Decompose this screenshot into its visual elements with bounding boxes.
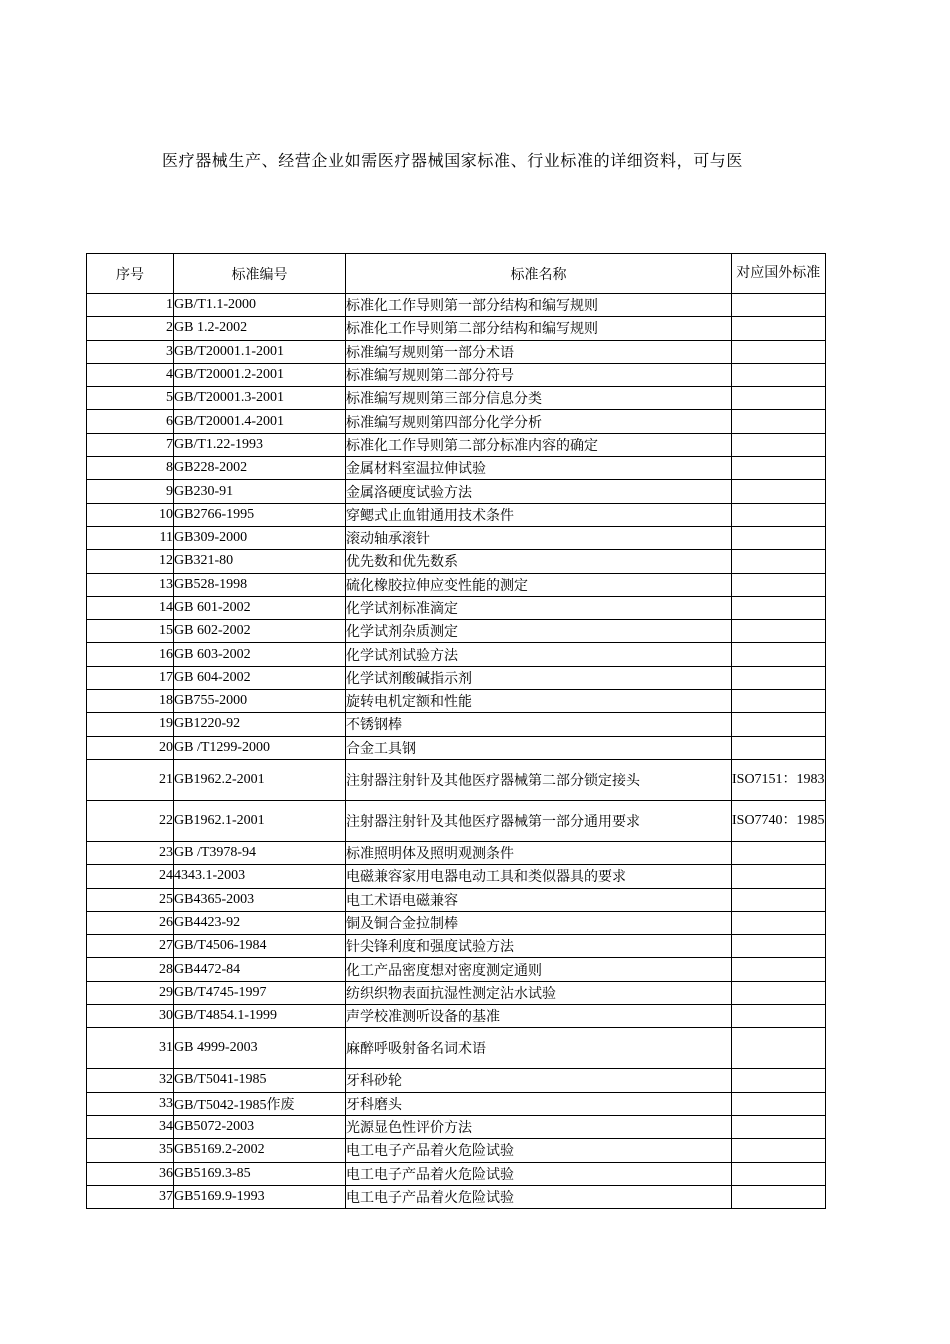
row-index: 17	[87, 666, 174, 689]
row-foreign: ISO7151：1983	[732, 759, 826, 800]
row-name: 化学试剂标准滴定	[346, 596, 732, 619]
row-foreign	[732, 1115, 826, 1138]
row-foreign	[732, 387, 826, 410]
row-foreign	[732, 363, 826, 386]
table-row	[87, 340, 826, 363]
row-foreign	[732, 503, 826, 526]
row-index: 13	[87, 573, 174, 596]
row-code: GB5169.9-1993	[174, 1185, 346, 1208]
row-foreign	[732, 690, 826, 713]
row-index: 6	[87, 410, 174, 433]
row-name: 滚动轴承滚针	[346, 526, 732, 549]
row-index: 19	[87, 713, 174, 736]
table-body	[87, 294, 826, 1209]
row-name: 铜及铜合金拉制棒	[346, 911, 732, 934]
table-row	[87, 736, 826, 759]
row-name: 金属材料室温拉伸试验	[346, 457, 732, 480]
row-foreign: ISO7740：1985	[732, 800, 826, 841]
row-name: 电工电子产品着火危险试验	[346, 1185, 732, 1208]
row-code: GB/T4506-1984	[174, 935, 346, 958]
row-index: 37	[87, 1185, 174, 1208]
row-foreign	[732, 410, 826, 433]
row-code: GB 4999-2003	[174, 1028, 346, 1069]
table-row	[87, 363, 826, 386]
row-name: 标准编写规则第四部分化学分析	[346, 410, 732, 433]
row-foreign	[732, 1028, 826, 1069]
row-code: GB/T5041-1985	[174, 1069, 346, 1092]
table-header-row	[87, 254, 826, 294]
row-index: 29	[87, 981, 174, 1004]
table-row	[87, 958, 826, 981]
row-name: 麻醉呼吸射备名词术语	[346, 1028, 732, 1069]
row-name: 声学校准测听设备的基准	[346, 1005, 732, 1028]
row-name: 标准编写规则第一部分术语	[346, 340, 732, 363]
table-row	[87, 1069, 826, 1092]
table-row	[87, 294, 826, 317]
row-code: GB4423-92	[174, 911, 346, 934]
row-code: GB755-2000	[174, 690, 346, 713]
row-index: 34	[87, 1115, 174, 1138]
row-foreign	[732, 888, 826, 911]
row-index: 7	[87, 433, 174, 456]
table-row	[87, 1092, 826, 1115]
row-foreign	[732, 865, 826, 888]
row-index: 25	[87, 888, 174, 911]
row-foreign	[732, 935, 826, 958]
row-code: GB/T20001.2-2001	[174, 363, 346, 386]
table-row	[87, 713, 826, 736]
row-code: GB /T3978-94	[174, 841, 346, 864]
table-row	[87, 666, 826, 689]
row-code: GB528-1998	[174, 573, 346, 596]
row-index: 14	[87, 596, 174, 619]
table-row	[87, 935, 826, 958]
row-foreign	[732, 958, 826, 981]
row-index: 31	[87, 1028, 174, 1069]
row-name: 化工产品密度想对密度测定通则	[346, 958, 732, 981]
row-name: 牙科砂轮	[346, 1069, 732, 1092]
row-index: 3	[87, 340, 174, 363]
row-foreign	[732, 457, 826, 480]
row-foreign	[732, 911, 826, 934]
table-row	[87, 387, 826, 410]
row-code: GB/T4745-1997	[174, 981, 346, 1004]
row-index: 23	[87, 841, 174, 864]
row-name: 合金工具钢	[346, 736, 732, 759]
row-index: 27	[87, 935, 174, 958]
row-index: 10	[87, 503, 174, 526]
row-index: 26	[87, 911, 174, 934]
row-name: 标准编写规则第二部分符号	[346, 363, 732, 386]
row-foreign	[732, 1092, 826, 1115]
row-name: 优先数和优先数系	[346, 550, 732, 573]
row-foreign	[732, 573, 826, 596]
row-foreign	[732, 841, 826, 864]
row-index: 2	[87, 317, 174, 340]
row-code: GB /T1299-2000	[174, 736, 346, 759]
row-index: 28	[87, 958, 174, 981]
table-row	[87, 1115, 826, 1138]
row-code: GB/T4854.1-1999	[174, 1005, 346, 1028]
row-name: 电工电子产品着火危险试验	[346, 1139, 732, 1162]
table-row	[87, 800, 826, 841]
table-row	[87, 526, 826, 549]
row-name: 标准化工作导则第二部分结构和编写规则	[346, 317, 732, 340]
row-name: 注射器注射针及其他医疗器械第一部分通用要求	[346, 800, 732, 841]
row-foreign	[732, 550, 826, 573]
row-code: GB/T20001.1-2001	[174, 340, 346, 363]
table-row	[87, 1162, 826, 1185]
row-index: 4	[87, 363, 174, 386]
table-row	[87, 620, 826, 643]
row-index: 36	[87, 1162, 174, 1185]
row-name: 金属洛硬度试验方法	[346, 480, 732, 503]
row-name: 硫化橡胶拉伸应变性能的测定	[346, 573, 732, 596]
row-code: GB1962.2-2001	[174, 759, 346, 800]
row-code: GB/T5042-1985作废	[174, 1092, 346, 1115]
row-index: 30	[87, 1005, 174, 1028]
table-row	[87, 433, 826, 456]
row-foreign	[732, 294, 826, 317]
table-row	[87, 841, 826, 864]
table-row	[87, 911, 826, 934]
row-foreign	[732, 1005, 826, 1028]
row-code: GB/T1.22-1993	[174, 433, 346, 456]
row-foreign	[732, 526, 826, 549]
row-index: 22	[87, 800, 174, 841]
row-name: 电工电子产品着火危险试验	[346, 1162, 732, 1185]
row-name: 旋转电机定额和性能	[346, 690, 732, 713]
row-name: 标准照明体及照明观测条件	[346, 841, 732, 864]
row-foreign	[732, 1069, 826, 1092]
row-foreign	[732, 433, 826, 456]
row-index: 24	[87, 865, 174, 888]
row-foreign	[732, 480, 826, 503]
table-row	[87, 410, 826, 433]
row-foreign	[732, 317, 826, 340]
table-row	[87, 317, 826, 340]
table-row	[87, 643, 826, 666]
row-name: 纺织织物表面抗湿性测定沾水试验	[346, 981, 732, 1004]
row-foreign	[732, 1162, 826, 1185]
row-code: 4343.1-2003	[174, 865, 346, 888]
row-index: 32	[87, 1069, 174, 1092]
row-name: 针尖锋利度和强度试验方法	[346, 935, 732, 958]
row-foreign	[732, 340, 826, 363]
row-name: 电磁兼容家用电器电动工具和类似器具的要求	[346, 865, 732, 888]
row-code: GB5169.2-2002	[174, 1139, 346, 1162]
row-index: 1	[87, 294, 174, 317]
row-code: GB/T1.1-2000	[174, 294, 346, 317]
row-index: 35	[87, 1139, 174, 1162]
table-row	[87, 596, 826, 619]
intro-text: 医疗器械生产、经营企业如需医疗器械国家标准、行业标准的详细资料，可与医	[162, 153, 744, 170]
row-code: GB4365-2003	[174, 888, 346, 911]
row-index: 11	[87, 526, 174, 549]
row-foreign	[732, 1139, 826, 1162]
table-row	[87, 550, 826, 573]
table-row	[87, 457, 826, 480]
row-foreign	[732, 981, 826, 1004]
row-index: 8	[87, 457, 174, 480]
row-foreign	[732, 1185, 826, 1208]
table-row	[87, 759, 826, 800]
row-name: 光源显色性评价方法	[346, 1115, 732, 1138]
row-code: GB/T20001.4-2001	[174, 410, 346, 433]
table-row	[87, 1005, 826, 1028]
row-index: 21	[87, 759, 174, 800]
header-name: 标准名称	[346, 254, 732, 294]
row-foreign	[732, 620, 826, 643]
header-index: 序号	[87, 254, 174, 294]
row-name: 穿鳃式止血钳通用技术条件	[346, 503, 732, 526]
row-code: GB 1.2-2002	[174, 317, 346, 340]
table-row	[87, 503, 826, 526]
row-foreign	[732, 643, 826, 666]
row-code: GB 601-2002	[174, 596, 346, 619]
table-row	[87, 480, 826, 503]
row-index: 33	[87, 1092, 174, 1115]
row-code: GB1962.1-2001	[174, 800, 346, 841]
row-code: GB1220-92	[174, 713, 346, 736]
standards-table	[86, 253, 826, 1209]
row-name: 不锈钢棒	[346, 713, 732, 736]
row-name: 电工术语电磁兼容	[346, 888, 732, 911]
row-code: GB321-80	[174, 550, 346, 573]
row-index: 12	[87, 550, 174, 573]
row-code: GB230-91	[174, 480, 346, 503]
header-code: 标准编号	[174, 254, 346, 294]
row-index: 15	[87, 620, 174, 643]
row-index: 20	[87, 736, 174, 759]
table-row	[87, 690, 826, 713]
row-code: GB 602-2002	[174, 620, 346, 643]
table-row	[87, 573, 826, 596]
table-row	[87, 1028, 826, 1069]
row-name: 注射器注射针及其他医疗器械第二部分锁定接头	[346, 759, 732, 800]
row-foreign	[732, 596, 826, 619]
row-name: 标准化工作导则第二部分标准内容的确定	[346, 433, 732, 456]
table-row	[87, 1139, 826, 1162]
row-code: GB/T20001.3-2001	[174, 387, 346, 410]
row-name: 牙科磨头	[346, 1092, 732, 1115]
row-foreign	[732, 736, 826, 759]
row-index: 18	[87, 690, 174, 713]
row-name: 化学试剂杂质测定	[346, 620, 732, 643]
header-foreign: 对应国外标准	[732, 254, 826, 294]
row-foreign	[732, 666, 826, 689]
table-row	[87, 865, 826, 888]
row-name: 化学试剂试验方法	[346, 643, 732, 666]
row-code: GB2766-1995	[174, 503, 346, 526]
table-row	[87, 1185, 826, 1208]
row-code: GB 603-2002	[174, 643, 346, 666]
row-name: 标准化工作导则第一部分结构和编写规则	[346, 294, 732, 317]
row-code: GB 604-2002	[174, 666, 346, 689]
row-index: 5	[87, 387, 174, 410]
row-code: GB5072-2003	[174, 1115, 346, 1138]
row-index: 16	[87, 643, 174, 666]
row-index: 9	[87, 480, 174, 503]
table-row	[87, 888, 826, 911]
row-code: GB4472-84	[174, 958, 346, 981]
table-row	[87, 981, 826, 1004]
row-name: 化学试剂酸碱指示剂	[346, 666, 732, 689]
row-foreign	[732, 713, 826, 736]
row-name: 标准编写规则第三部分信息分类	[346, 387, 732, 410]
row-code: GB5169.3-85	[174, 1162, 346, 1185]
row-code: GB228-2002	[174, 457, 346, 480]
row-code: GB309-2000	[174, 526, 346, 549]
